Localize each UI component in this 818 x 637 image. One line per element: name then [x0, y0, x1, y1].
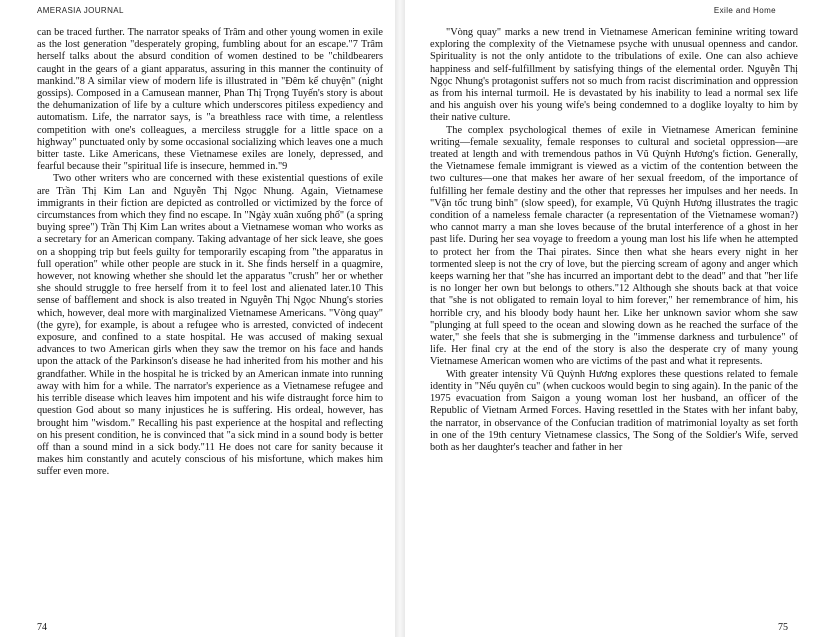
book-gutter: [395, 0, 405, 637]
paragraph: The complex psychological themes of exile in Vietnamese American feminine writing—female sexuality, female responses to cultural and societal oppression—are treated at length and with tremendous pathos in Vũ Quỳnh Hương's fiction. Generally, the Vietnamese female immigrant is viewed as a victim of the contention between the two cultures—one that makes her aware of her sexual freedom, of the importance of fulfilling her female destiny and the other that represses her impulses and her needs. In "Vận tốc trung bình" (slow speed), for example, Vũ Quỳnh Hương illustrates the tragic condition of a nameless female character (a representation of the Vietnamese woman?) who cannot marry a man she loves because of the brutal interference of a ghost in her past life. During her sea voyage to freedom a young man lost his life when he attempted to protect her from the Thai pirates. Since then what she hears every night in her tormented sleep is not the cry of love, but the piercing scream of agony and anger which keeps warning her that "she has incurred an important debt to the dead" and that "her life is no longer her own but belongs to others."12 Although she shouts back at that voice that "she is not obligated to remain loyal to him forever," her remembrance of him, his horrible cry, and his bloody body haunt her. Like her unknown savior whom she saw "plunging at full speed to the ocean and slowing down as he reached the surface of the water," she feels that she is submerging in the "immense darkness and turbulence" of life. Her final cry at the end of the story is also the desperate cry of many young Vietnamese American women who are victims of the past and what it represents.: [430, 124, 798, 368]
page-number-right: 75: [778, 622, 788, 633]
page-number-left: 74: [37, 622, 47, 633]
left-page: [0, 0, 395, 637]
running-head-right: Exile and Home: [713, 6, 776, 15]
running-head-left: AMERASIA JOURNAL: [37, 6, 124, 15]
left-page-text: [37, 27, 383, 479]
right-page: [405, 0, 818, 637]
paragraph: With greater intensity Vũ Quỳnh Hương explores these questions related to female identity in "Nếu quyên cu" (when cuckoos would begin to sing again). In the panic of the 1975 evacuation from Saigon a young woman lost her husband, an officer of the Republic of Vietnam Armed Forces. Having resettled in the States with her infant baby, the narrator, in observance of the Confucian tradition of matrimonial loyalty as set forth in one of the 19th century Vietnamese classics, The Song of the Soldier's Wife, served both as her daughter's teacher and father in her: [430, 368, 798, 453]
paragraph: Two other writers who are concerned with these existential questions of exile are Trần Thị Kim Lan and Nguyễn Thị Ngọc Nhung. Again, Vietnamese immigrants in their fiction are depicted as controlled or victimized by the force of circumstances from which they find no escape. In "Ngày xuân xuống phố" (a spring buying spree") Trần Thị Kim Lan writes about a Vietnamese woman who works as a secretary for an American company. Taking advantage of her sick leave, she goes on a shopping trip but feels guilty for temporarily escaping from "the apparatus in full operation" while other people are stuck in it. She finds herself in a quagmire, however, not knowing whether she should let the apparatus "crush" her or whether she should struggle to free herself from it to feel lost and alienated later.10 This sense of bafflement and shock is also treated in Nguyễn Thị Ngọc Nhung's stories which, however, deal more with marginalized Vietnamese Americans. "Vòng quay" (the gyre), for example, is about a refugee who is arrested, convicted of indecent exposure, and confined to a state hospital. He was accused of making sexual advances to two American girls when they saw the tremor on his face and hands upon the attack of the Parkinson's disease he had inherited from his mother and his grandfather. While in the hospital he is tricked by an American inmate into running away with him for a while. The narrator's experience as a Vietnamese refugee and his terrible disease which leaves him impotent and his wife distraught force him to question God about so many injustices he is suffering. His ordeal, however, has brought him "wisdom." Recalling his past experience at the hospital and reflecting on his present condition, he is convinced that "a sick mind in a sound body is better off than a sound mind in a sick body."11 He does not care for sanity because it makes him constantly and acutely conscious of his misfortune, which makes him suffer even more.: [37, 173, 383, 478]
paragraph: can be traced further. The narrator speaks of Trâm and other young women in exile as the lost generation "desperately groping, fumbling about for an escape."7 Trâm herself talks about the absurd condition of women destined to be "childbearers caught in the gears of a giant apparatus, assuring in this manner the continuity of mankind."8 A similar view of modern life is illustrated in "Đêm kể chuyện" (night gossips). Composed in a Camusean manner, Phan Thị Trọng Tuyến's story is about the dehumanization of life by a culture which underscores pitiless expediency and automatism. Life, the narrator says, is "a breathless race with time, a relentless competition with one's colleagues, a merciless struggle for a little space on a highway" punctuated only by some occasional socializing which leaves one a much bitter taste. Like Americans, these Vietnamese exiles are lonely, depressed, and fearful because their "spiritual life is insecure, hemmed in."9: [37, 27, 383, 173]
paragraph: "Vòng quay" marks a new trend in Vietnamese American feminine writing toward exploring the complexity of the Vietnamese psyche with unusual openness and candor. Spirituality is not the only antidote to the tribulations of exile. One can also achieve happiness and self-fulfillment by satisfying things of the elemental order. Nguyễn Thị Ngọc Nhung's protagonist suffers not so much from racist discrimination and oppression as from his internal turmoil. He is devastated by his inability to lead a normal sex life and his anguish over his young wife's being condemned to a doglike loyalty to him by their native culture.: [430, 27, 798, 124]
right-page-text: [430, 27, 798, 454]
